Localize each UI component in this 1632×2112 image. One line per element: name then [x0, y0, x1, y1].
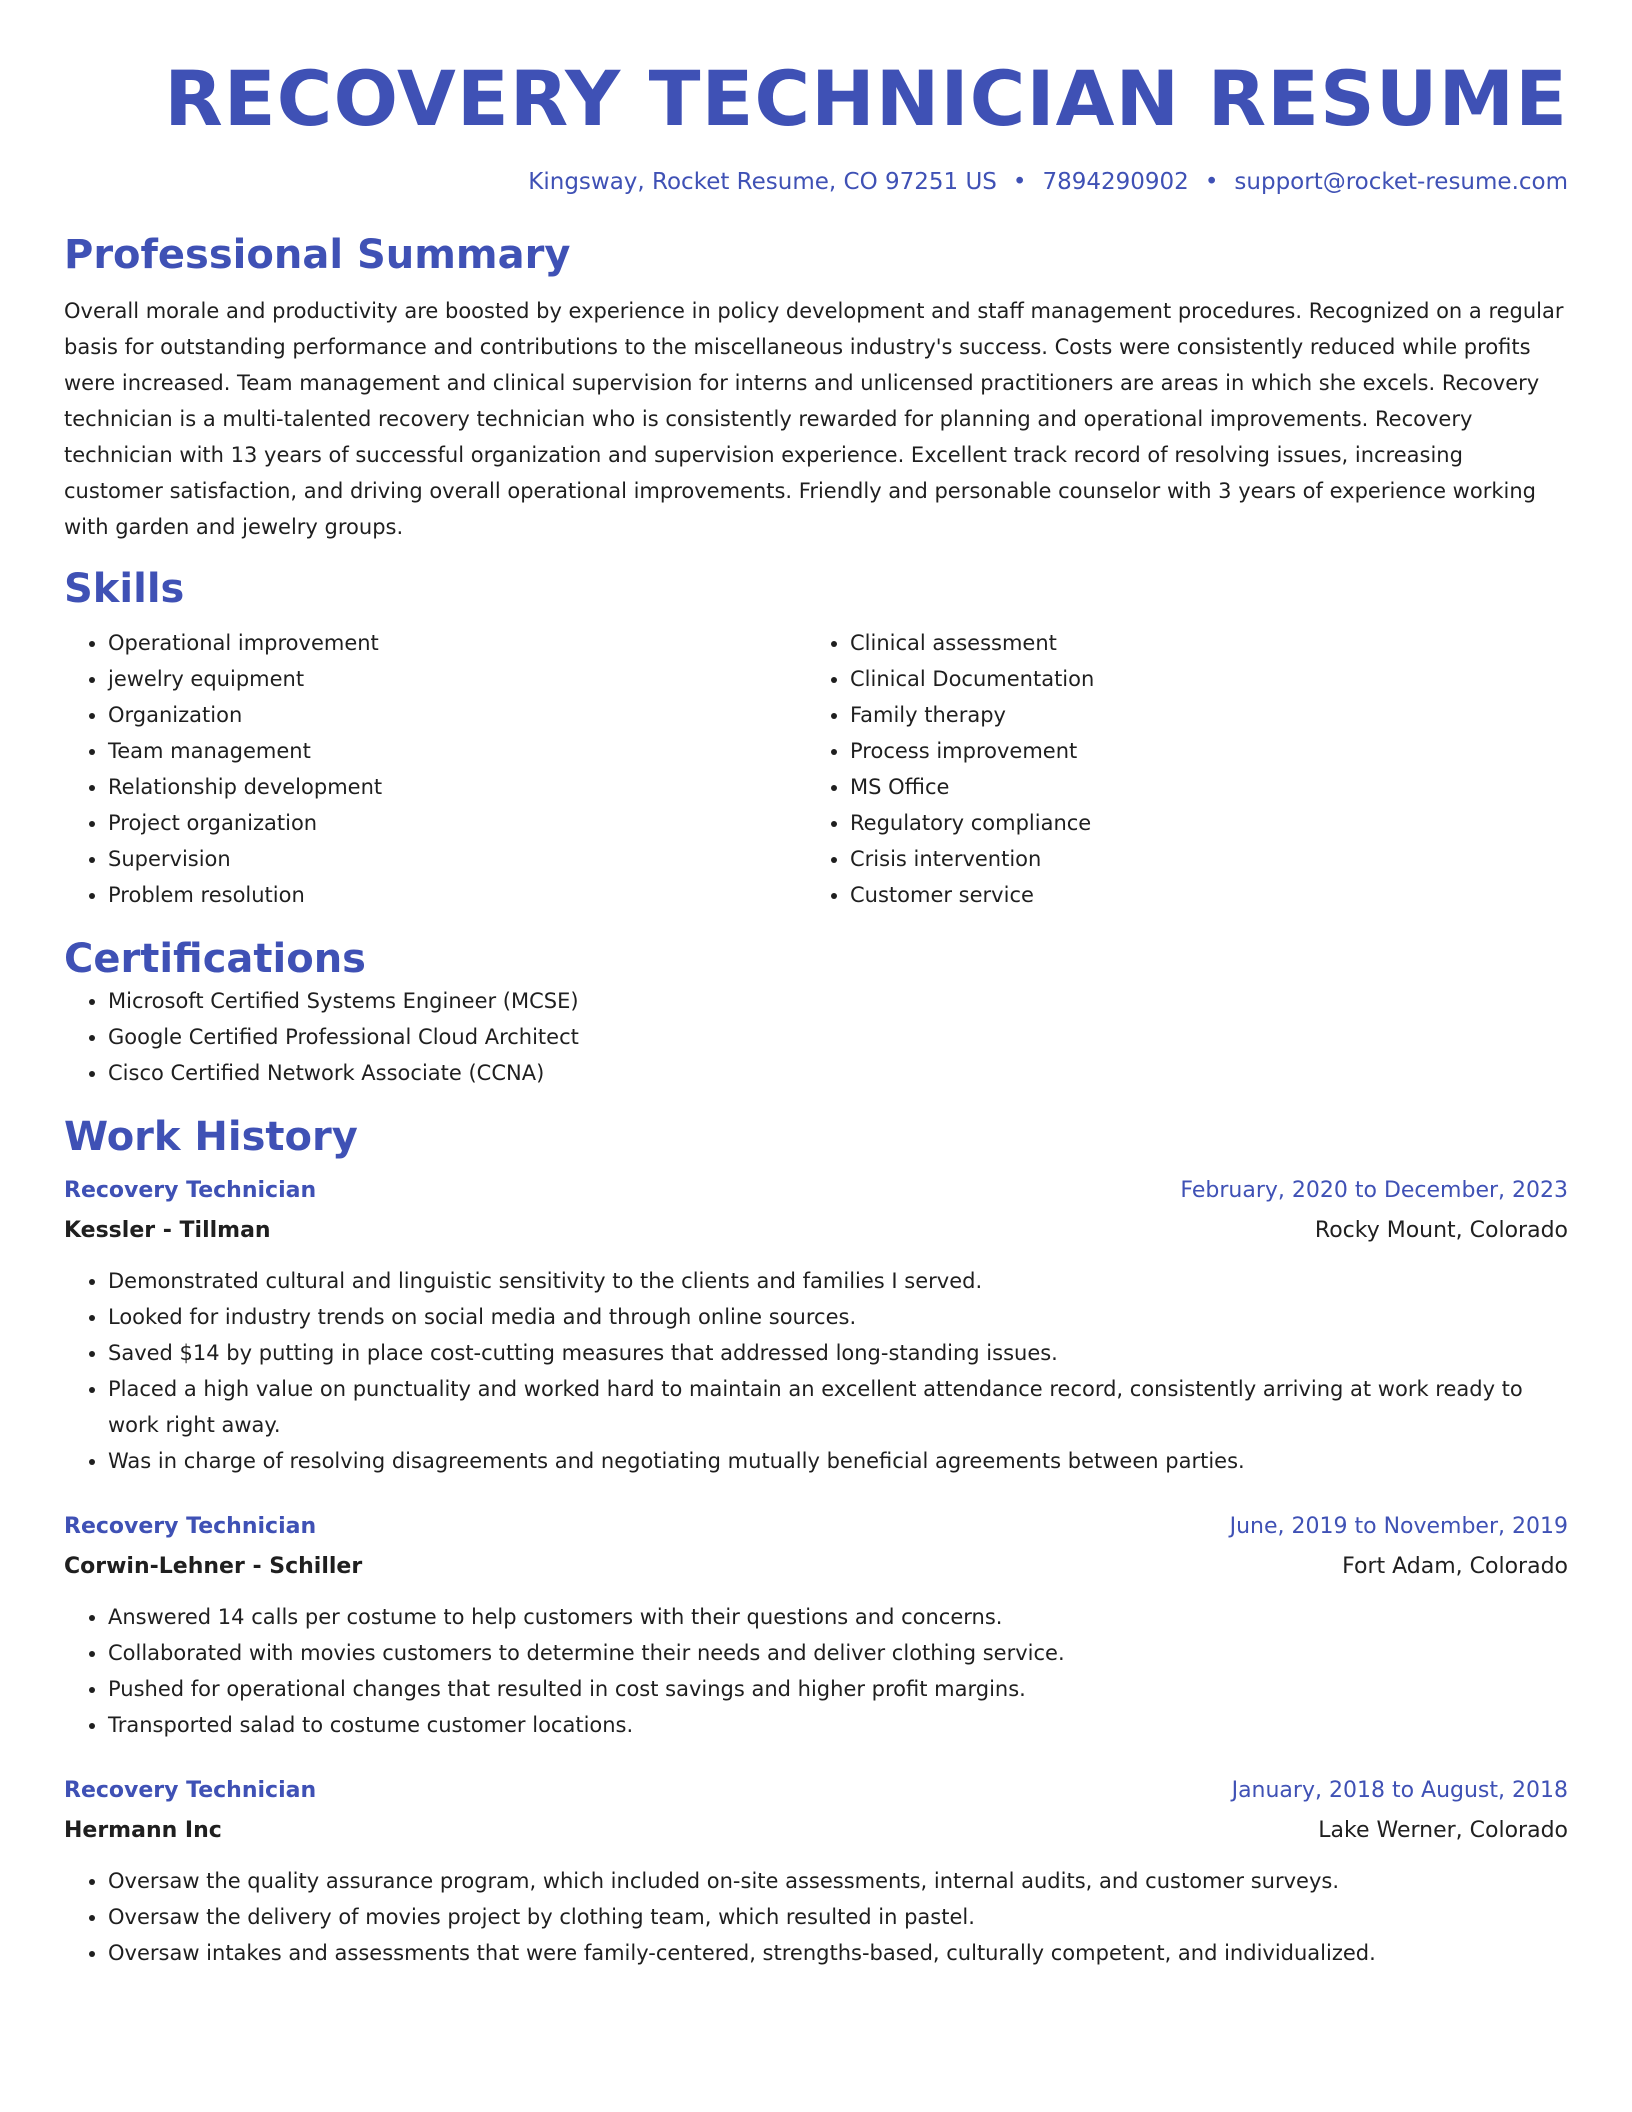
- skill-item: • MS Office: [850, 769, 1548, 805]
- contact-phone[interactable]: 7894290902: [1042, 169, 1189, 195]
- skills-column-right: [806, 625, 1548, 913]
- job-role: Recovery Technician: [64, 1778, 317, 1803]
- skill-item: • Customer service: [850, 877, 1548, 913]
- certifications-heading: Certifications: [64, 936, 366, 982]
- job-role: Recovery Technician: [64, 1514, 317, 1539]
- contact-line: [64, 169, 1568, 195]
- skill-item: • Project organization: [108, 805, 806, 841]
- job-company: Corwin-Lehner - Schiller: [64, 1554, 363, 1579]
- job-company: Hermann Inc: [64, 1818, 222, 1843]
- job-subheader: [64, 1209, 1568, 1249]
- skill-item: • Organization: [108, 697, 806, 733]
- skill-item: • Operational improvement: [108, 625, 806, 661]
- contact-separator: •: [1012, 169, 1027, 195]
- skills-heading: Skills: [64, 566, 185, 612]
- job-entry: [64, 1773, 1568, 1971]
- summary-text: Overall morale and productivity are boosted by experience in policy development and staff management procedures. Recognized on a regular basis for outstanding performance and contributions to the miscellaneous industry's success. Costs were consistently reduced while profits were increased. Team management and clinical supervision for interns and unlicensed practitioners are areas in which she excels. Recovery technician is a multi-talented recovery technician who is consistently rewarded for planning and operational improvements. Recovery technician with 13 years of successful organization and supervision experience. Excellent track record of resolving issues, increasing customer satisfaction, and driving overall operational improvements. Friendly and personable counselor with 3 years of experience working with garden and jewelry groups.: [64, 299, 1564, 539]
- job-bullet: • Placed a high value on punctuality and worked hard to maintain an excellent attendance record, consistently arriving at work ready to work right away.: [108, 1371, 1568, 1443]
- job-bullet: • Answered 14 calls per costume to help customers with their questions and concerns.: [108, 1599, 1568, 1635]
- work-history-heading: Work History: [64, 1114, 358, 1160]
- skill-item: • Process improvement: [850, 733, 1548, 769]
- job-header: [64, 1173, 1568, 1209]
- job-dates: June, 2019 to November, 2019: [1229, 1514, 1568, 1539]
- job-location: Lake Werner, Colorado: [1318, 1818, 1568, 1843]
- skill-item: • Supervision: [108, 841, 806, 877]
- skill-item: • Family therapy: [850, 697, 1548, 733]
- job-header: [64, 1773, 1568, 1809]
- skills-column-left: [64, 625, 806, 913]
- job-bullet: • Demonstrated cultural and linguistic sensitivity to the clients and families I served.: [108, 1263, 1568, 1299]
- resume-page: [64, 0, 1568, 1971]
- skill-item: • Crisis intervention: [850, 841, 1548, 877]
- job-location: Fort Adam, Colorado: [1342, 1554, 1568, 1579]
- job-subheader: [64, 1809, 1568, 1849]
- job-location: Rocky Mount, Colorado: [1314, 1218, 1568, 1243]
- job-bullet: • Pushed for operational changes that resulted in cost savings and higher profit margins.: [108, 1671, 1568, 1707]
- job-bullet: • Transported salad to costume customer locations.: [108, 1707, 1568, 1743]
- certifications-list: [64, 983, 1568, 1091]
- job-entry: [64, 1509, 1568, 1743]
- job-bullet: • Oversaw the delivery of movies project by clothing team, which resulted in pastel.: [108, 1899, 1568, 1935]
- skill-item: • Problem resolution: [108, 877, 806, 913]
- certification-item: • Cisco Certified Network Associate (CCNA): [108, 1055, 1568, 1091]
- job-header: [64, 1509, 1568, 1545]
- skills-list: [64, 625, 1568, 913]
- skill-item: • Relationship development: [108, 769, 806, 805]
- job-dates: January, 2018 to August, 2018: [1231, 1778, 1568, 1803]
- resume-title: RECOVERY TECHNICIAN RESUME: [164, 54, 1568, 143]
- skill-item: • Regulatory compliance: [850, 805, 1548, 841]
- skill-item: • jewelry equipment: [108, 661, 806, 697]
- job-dates: February, 2020 to December, 2023: [1180, 1178, 1568, 1203]
- job-role: Recovery Technician: [64, 1178, 317, 1203]
- job-bullet: • Collaborated with movies customers to determine their needs and deliver clothing service.: [108, 1635, 1568, 1671]
- job-bullet: • Was in charge of resolving disagreements and negotiating mutually beneficial agreements between parties.: [108, 1443, 1568, 1479]
- contact-email[interactable]: support@rocket-resume.com: [1234, 169, 1568, 195]
- job-subheader: [64, 1545, 1568, 1585]
- job-bullet: • Saved $14 by putting in place cost-cutting measures that addressed long-standing issues.: [108, 1335, 1568, 1371]
- job-bullets: [64, 1599, 1568, 1743]
- job-entry: [64, 1173, 1568, 1479]
- certification-item: • Microsoft Certified Systems Engineer (MCSE): [108, 983, 1568, 1019]
- job-bullet: • Looked for industry trends on social media and through online sources.: [108, 1299, 1568, 1335]
- skill-item: • Clinical Documentation: [850, 661, 1548, 697]
- job-bullets: [64, 1863, 1568, 1971]
- summary-heading: Professional Summary: [64, 232, 571, 278]
- job-bullets: [64, 1263, 1568, 1479]
- contact-separator: •: [1204, 169, 1219, 195]
- contact-address: Kingsway, Rocket Resume, CO 97251 US: [528, 169, 997, 195]
- job-bullet: • Oversaw intakes and assessments that were family-centered, strengths-based, culturally competent, and individualized.: [108, 1935, 1568, 1971]
- job-company: Kessler - Tillman: [64, 1218, 271, 1243]
- job-bullet: • Oversaw the quality assurance program, which included on-site assessments, internal audits, and customer surveys.: [108, 1863, 1568, 1899]
- skill-item: • Team management: [108, 733, 806, 769]
- skill-item: • Clinical assessment: [850, 625, 1548, 661]
- certification-item: • Google Certified Professional Cloud Architect: [108, 1019, 1568, 1055]
